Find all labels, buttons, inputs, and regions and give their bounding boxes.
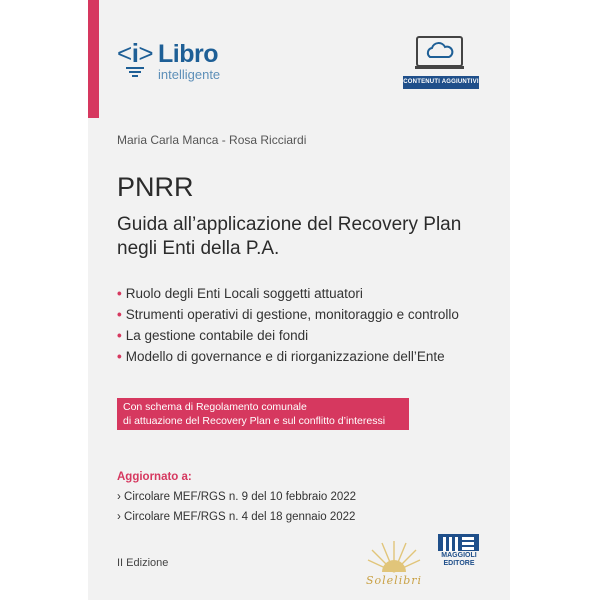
maggioli-logo-icon [438, 534, 479, 551]
highlight-line: Con schema di Regolamento comunale [123, 401, 307, 413]
logo-bracket-close: > [138, 38, 154, 68]
topic-item [117, 346, 459, 367]
authors: Maria Carla Manca - Rosa Ricciardi [117, 133, 307, 147]
update-item: › Circolare MEF/RGS n. 4 del 18 gennaio 2022 [117, 511, 356, 523]
publisher-line: MAGGIOLI [441, 552, 477, 559]
lightbulb-icon [124, 66, 146, 78]
logo-word: Libro [158, 40, 218, 68]
imprint-logo: Solelibri [366, 574, 423, 587]
topic-text: Ruolo degli Enti Locali soggetti attuatori [125, 286, 363, 301]
topic-item [117, 283, 459, 304]
subtitle-line: negli Enti della P.A. [117, 238, 280, 259]
bullet-icon: • [117, 328, 122, 343]
book-subtitle [117, 213, 497, 261]
topic-item [117, 325, 459, 346]
topic-list [117, 283, 459, 367]
publisher-line: EDITORE [443, 560, 475, 567]
topic-text: Strumenti operativi di gestione, monitoraggio e controllo [125, 307, 459, 322]
accent-stripe [88, 0, 99, 118]
topic-text: Modello di governance e di riorganizzazione dell’Ente [125, 349, 445, 364]
subtitle-line: Guida all’applicazione del Recovery Plan [117, 214, 462, 235]
highlight-line: di attuazione del Recovery Plan e sul conflitto d’interessi [123, 415, 386, 427]
updated-label: Aggiornato a: [117, 471, 192, 483]
ilibro-logo-mark [117, 38, 153, 69]
logo-bracket-open: < [117, 38, 132, 68]
cloud-laptop-icon [415, 36, 464, 70]
logo-subtitle: intelligente [158, 67, 221, 82]
topic-item [117, 304, 459, 325]
additional-content-badge: CONTENUTI AGGIUNTIVI [403, 76, 479, 89]
update-item: › Circolare MEF/RGS n. 9 del 10 febbraio 2022 [117, 491, 357, 503]
book-title: PNRR [117, 172, 194, 202]
highlight-box [117, 398, 409, 430]
bullet-icon: • [117, 307, 122, 322]
topic-text: La gestione contabile dei fondi [125, 328, 309, 343]
bullet-icon: • [117, 286, 122, 301]
logo-i: i [131, 38, 139, 68]
publisher-name [434, 552, 484, 568]
edition-label: II Edizione [117, 557, 169, 569]
update-list [117, 487, 356, 527]
bullet-icon: • [117, 349, 122, 364]
